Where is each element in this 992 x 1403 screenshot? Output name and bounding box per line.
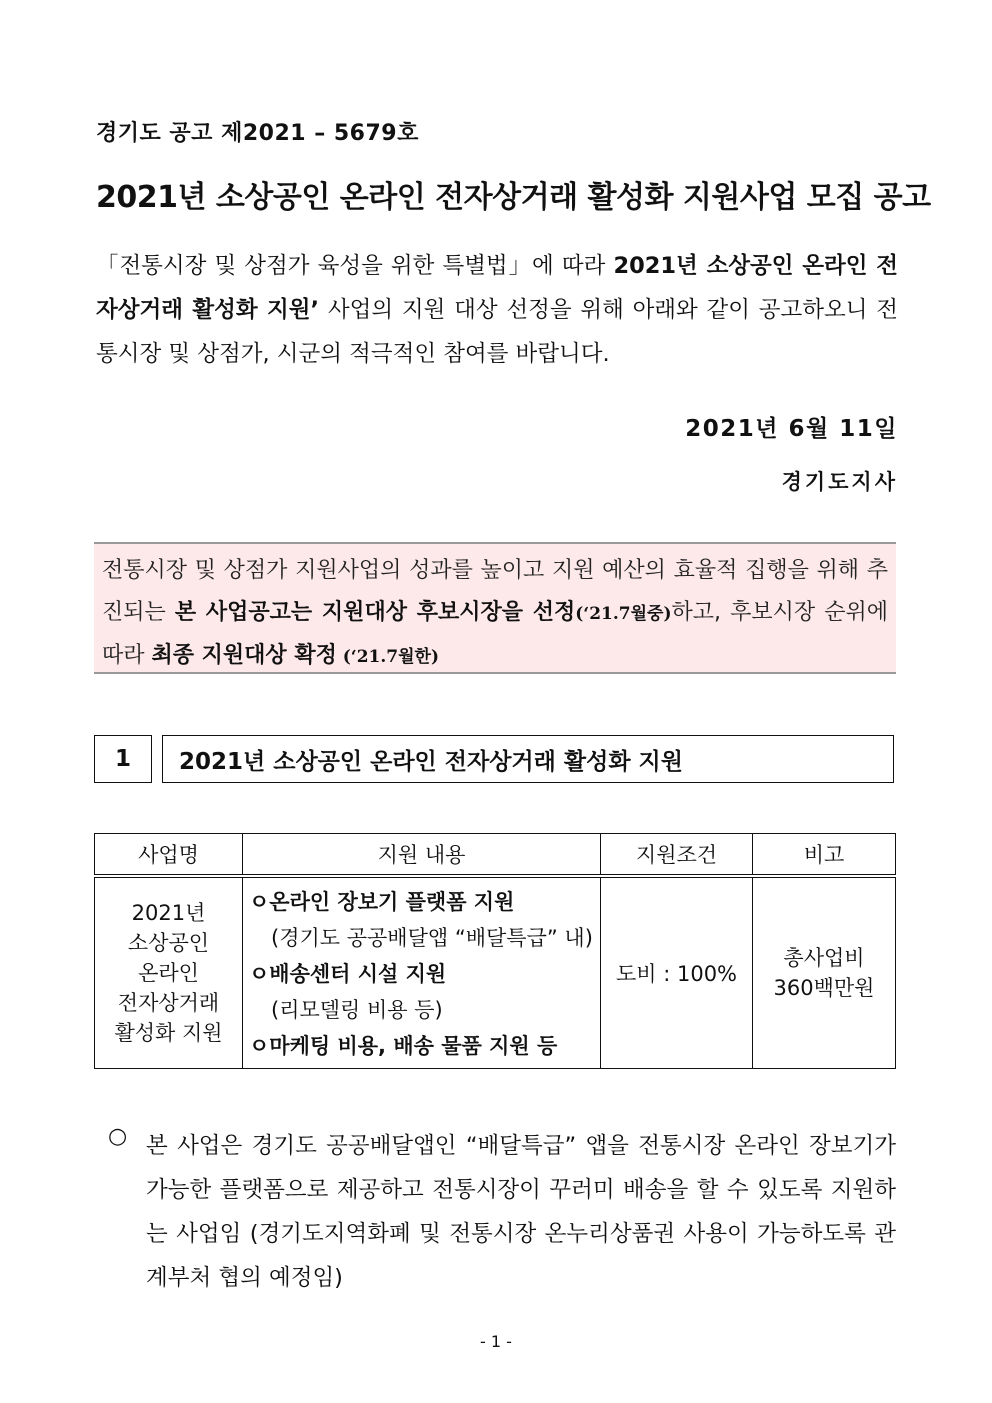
- highlight-bold-2: 최종 지원대상 확정: [151, 643, 337, 668]
- support-condition-cell: 도비 : 100%: [601, 876, 753, 1069]
- table-header-row: [95, 834, 896, 877]
- section-number: 1: [94, 735, 152, 783]
- intro-paragraph: [96, 244, 898, 376]
- announcement-date: 2021년 6월 11일: [685, 416, 898, 442]
- support-table: [94, 833, 896, 1069]
- bullet-icon: ○: [108, 1124, 128, 1149]
- support-content-cell: [243, 876, 601, 1069]
- highlight-text-2: 하고, 후보시장 순위에 따라: [102, 600, 889, 668]
- highlight-bold-1: 본 사업공고는 지원대상 후보시장을 선정: [174, 600, 576, 625]
- business-name-line: 활성화 지원: [114, 1021, 223, 1045]
- highlight-box: [94, 542, 896, 674]
- note-line: 360백만원: [773, 976, 875, 1000]
- highlight-small-1: (‘21.7월중): [575, 604, 672, 624]
- business-name-line: 전자상거래: [117, 991, 220, 1015]
- note-cell: [753, 876, 896, 1069]
- bullet-paragraph: 본 사업은 경기도 공공배달앱인 “배달특급” 앱을 전통시장 온라인 장보기가 가능한 플랫폼으로 제공하고 전통시장이 꾸러미 배송을 할 수 있도록 지원하는 사업임 (경기도지역화폐 및 전통시장 온누리상품권 사용이 가능하도록 관계부처 협의 예정임): [146, 1133, 896, 1291]
- business-name-cell: [95, 876, 243, 1069]
- support-item: ㅇ마케팅 비용, 배송 물품 지원 등: [249, 1034, 558, 1058]
- section-title: 2021년 소상공인 온라인 전자상거래 활성화 지원: [162, 735, 894, 783]
- highlight-small-2: (‘21.7월한): [336, 647, 440, 667]
- business-name-line: 2021년: [131, 901, 206, 925]
- notice-number: 경기도 공고 제2021 – 5679호: [96, 121, 419, 146]
- support-item: ㅇ온라인 장보기 플랫폼 지원: [249, 890, 515, 914]
- header-support-condition: 지원조건: [601, 834, 753, 877]
- intro-text-1: 「전통시장 및 상점가 육성을 위한 특별법」에 따라: [96, 253, 614, 279]
- document-title: 2021년 소상공인 온라인 전자상거래 활성화 지원사업 모집 공고: [96, 180, 931, 215]
- intro-text-2: 사업의 지원 대상 선정을 위해 아래와 같이 공고하오니 전통시장 및 상점가, 시군의 적극적인 참여를 바랍니다.: [96, 297, 898, 367]
- header-business-name: 사업명: [95, 834, 243, 877]
- business-name-line: 소상공인: [127, 931, 210, 955]
- note-line: 총사업비: [783, 946, 865, 970]
- support-item: ㅇ배송센터 시설 지원: [249, 962, 447, 986]
- support-item-detail: (리모델링 비용 등): [271, 998, 443, 1022]
- support-item-detail: (경기도 공공배달앱 “배달특급” 내): [271, 926, 593, 950]
- page-number: - 1 -: [480, 1332, 512, 1351]
- header-support-content: 지원 내용: [243, 834, 601, 877]
- header-note: 비고: [753, 834, 896, 877]
- highlight-text-1: 전통시장 및 상점가 지원사업의 성과를 높이고 지원 예산의 효율적 집행을 위해 추진되는: [102, 558, 888, 625]
- business-name-line: 온라인: [138, 961, 199, 985]
- intro-bold-text: 2021년 소상공인 온라인 전자상거래 활성화 지원’: [96, 253, 898, 323]
- issuer: 경기도지사: [781, 470, 898, 494]
- table-row: [95, 876, 896, 1069]
